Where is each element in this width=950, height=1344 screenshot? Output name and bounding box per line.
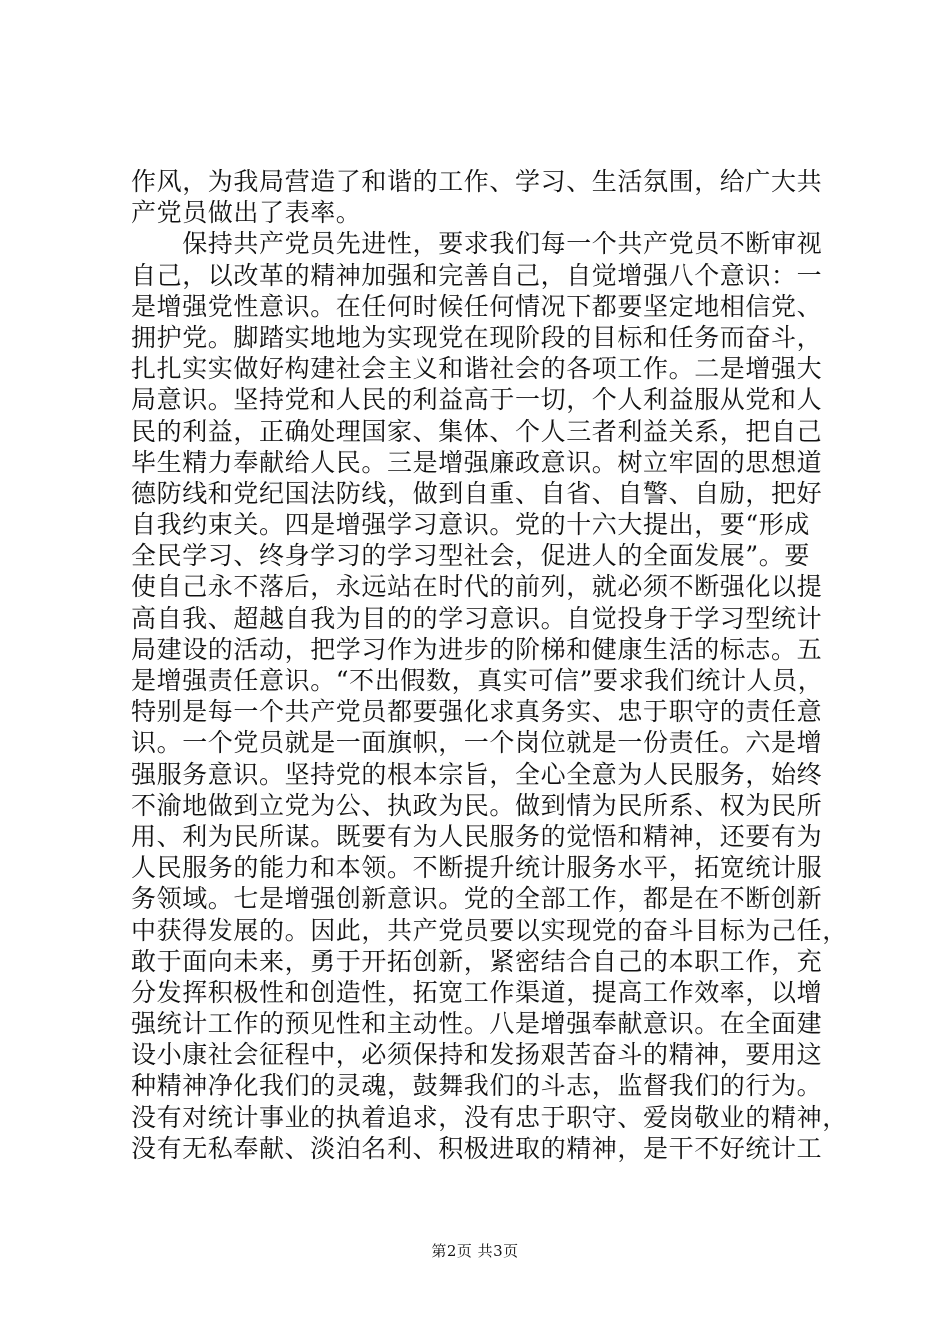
page-number-footer: 第2页 共3页 [431,1242,519,1260]
text-line: 自己，以改革的精神加强和完善自己，自觉增强八个意识：一 [131,260,823,290]
text-line: 高自我、超越自我为目的的学习意识。自觉投身于学习型统计 [131,603,823,633]
text-line: 特别是每一个共产党员都要强化求真务实、忠于职守的责任意 [131,697,823,727]
text-line: 毕生精力奉献给人民。三是增强廉政意识。树立牢固的思想道 [131,447,823,477]
text-line: 作风，为我局营造了和谐的工作、学习、生活氛围，给广大共 [131,167,823,196]
text-line: 是增强党性意识。在任何时候任何情况下都要坚定地相信党、 [131,291,823,321]
text-line: 强统计工作的预见性和主动性。八是增强奉献意识。在全面建 [131,1009,823,1039]
text-line: 务领域。七是增强创新意识。党的全部工作，都是在不断创新 [131,884,823,914]
text-line: 全民学习、终身学习的学习型社会，促进人的全面发展”。要 [131,541,810,571]
text-line: 保持共产党员先进性，要求我们每一个共产党员不断审视 [131,229,823,259]
text-line: 自我约束关。四是增强学习意识。党的十六大提出，要“形成 [131,510,810,540]
text-line: 种精神净化我们的灵魂，鼓舞我们的斗志，监督我们的行为。 [131,1071,823,1101]
text-line: 强服务意识。坚持党的根本宗旨，全心全意为人民服务，始终 [131,759,823,789]
text-line: 扎扎实实做好构建社会主义和谐社会的各项工作。二是增强大 [131,354,823,384]
body-text [131,166,848,1164]
text-line: 分发挥积极性和创造性，拓宽工作渠道，提高工作效率，以增 [131,977,823,1007]
text-line: 人民服务的能力和本领。不断提升统计服务水平，拓宽统计服 [131,853,823,883]
text-line: 民的利益，正确处理国家、集体、个人三者利益关系，把自己 [131,416,823,446]
text-line: 没有无私奉献、淡泊名利、积极进取的精神，是干不好统计工 [131,1133,823,1163]
text-line: 设小康社会征程中，必须保持和发扬艰苦奋斗的精神，要用这 [131,1040,823,1070]
text-line: 没有对统计事业的执着追求，没有忠于职守、爱岗敬业的精神， [131,1102,848,1132]
text-line: 敢于面向未来，勇于开拓创新，紧密结合自己的本职工作，充 [131,946,823,976]
text-line: 用、利为民所谋。既要有为人民服务的觉悟和精神，还要有为 [131,821,823,851]
text-line: 使自己永不落后，永远站在时代的前列，就必须不断强化以提 [131,572,823,602]
text-line: 产党员做出了表率。 [131,198,362,228]
text-line: 识。一个党员就是一面旗帜，一个岗位就是一份责任。六是增 [131,728,823,758]
text-line: 不渝地做到立党为公、执政为民。做到情为民所系、权为民所 [131,790,823,820]
text-line: 局建设的活动，把学习作为进步的阶梯和健康生活的标志。五 [131,634,823,664]
text-line: 德防线和党纪国法防线，做到自重、自省、自警、自励，把好 [131,478,823,508]
text-line: 是增强责任意识。“不出假数，真实可信”要求我们统计人员， [131,666,824,695]
text-line: 局意识。坚持党和人民的利益高于一切，个人利益服从党和人 [131,385,823,415]
text-line: 中获得发展的。因此，共产党员要以实现党的奋斗目标为己任， [131,915,848,945]
text-line: 拥护党。脚踏实地地为实现党在现阶段的目标和任务而奋斗， [131,322,823,352]
